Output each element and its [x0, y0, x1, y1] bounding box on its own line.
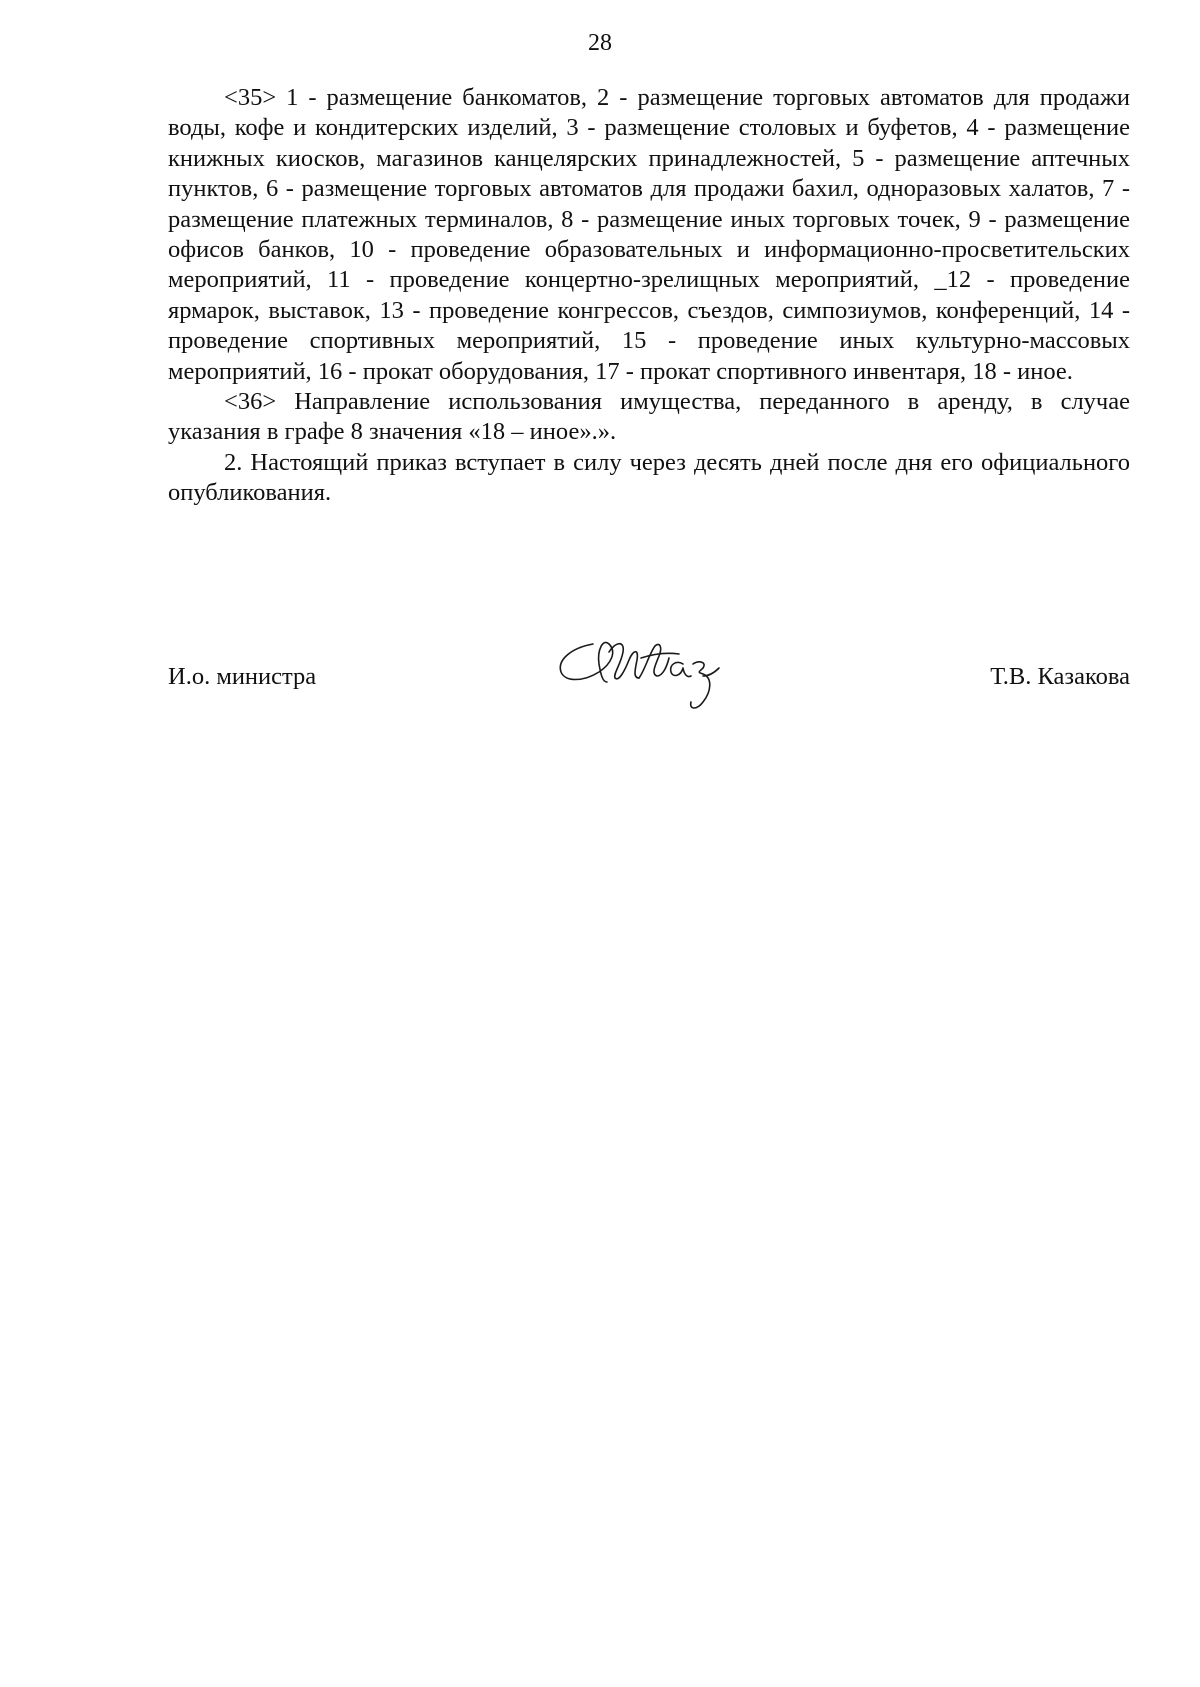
clause-2-paragraph: 2. Настоящий приказ вступает в силу через десять дней после дня его официального опубликования. — [168, 448, 1130, 507]
signature-block — [168, 640, 1130, 720]
signer-title: И.о. министра — [168, 663, 317, 690]
footnote-35-paragraph: <35> 1 - размещение банкоматов, 2 - размещение торговых автоматов для продажи воды, кофе и кондитерских изделий, 3 - размещение столовых и буфетов, 4 - размещение книжных киосков, магазинов канцелярских принадлежностей, 5 - размещение аптечных пунктов, 6 - размещение торговых автоматов для продажи бахил, одноразовых халатов, 7 - размещение платежных терминалов, 8 - размещение иных торговых точек, 9 - размещение офисов банков, 10 - проведение образовательных и информационно-просветительских мероприятий, 11 - проведение концертно-зрелищных мероприятий, _12 - проведение ярмарок, выставок, 13 - проведение конгрессов, съездов, симпозиумов, конференций, 14 - проведение спортивных мероприятий, 15 - проведение иных культурно-массовых мероприятий, 16 - прокат оборудования, 17 - прокат спортивного инвентаря, 18 - иное. — [168, 84, 1130, 385]
page-number: 28 — [588, 30, 612, 56]
handwritten-signature — [553, 630, 733, 725]
footnote-36-paragraph: <36> Направление использования имущества, переданного в аренду, в случае указания в графе 8 значения «18 – иное».». — [168, 388, 1130, 446]
document-body — [168, 83, 1130, 509]
signer-name: Т.В. Казакова — [990, 663, 1130, 690]
